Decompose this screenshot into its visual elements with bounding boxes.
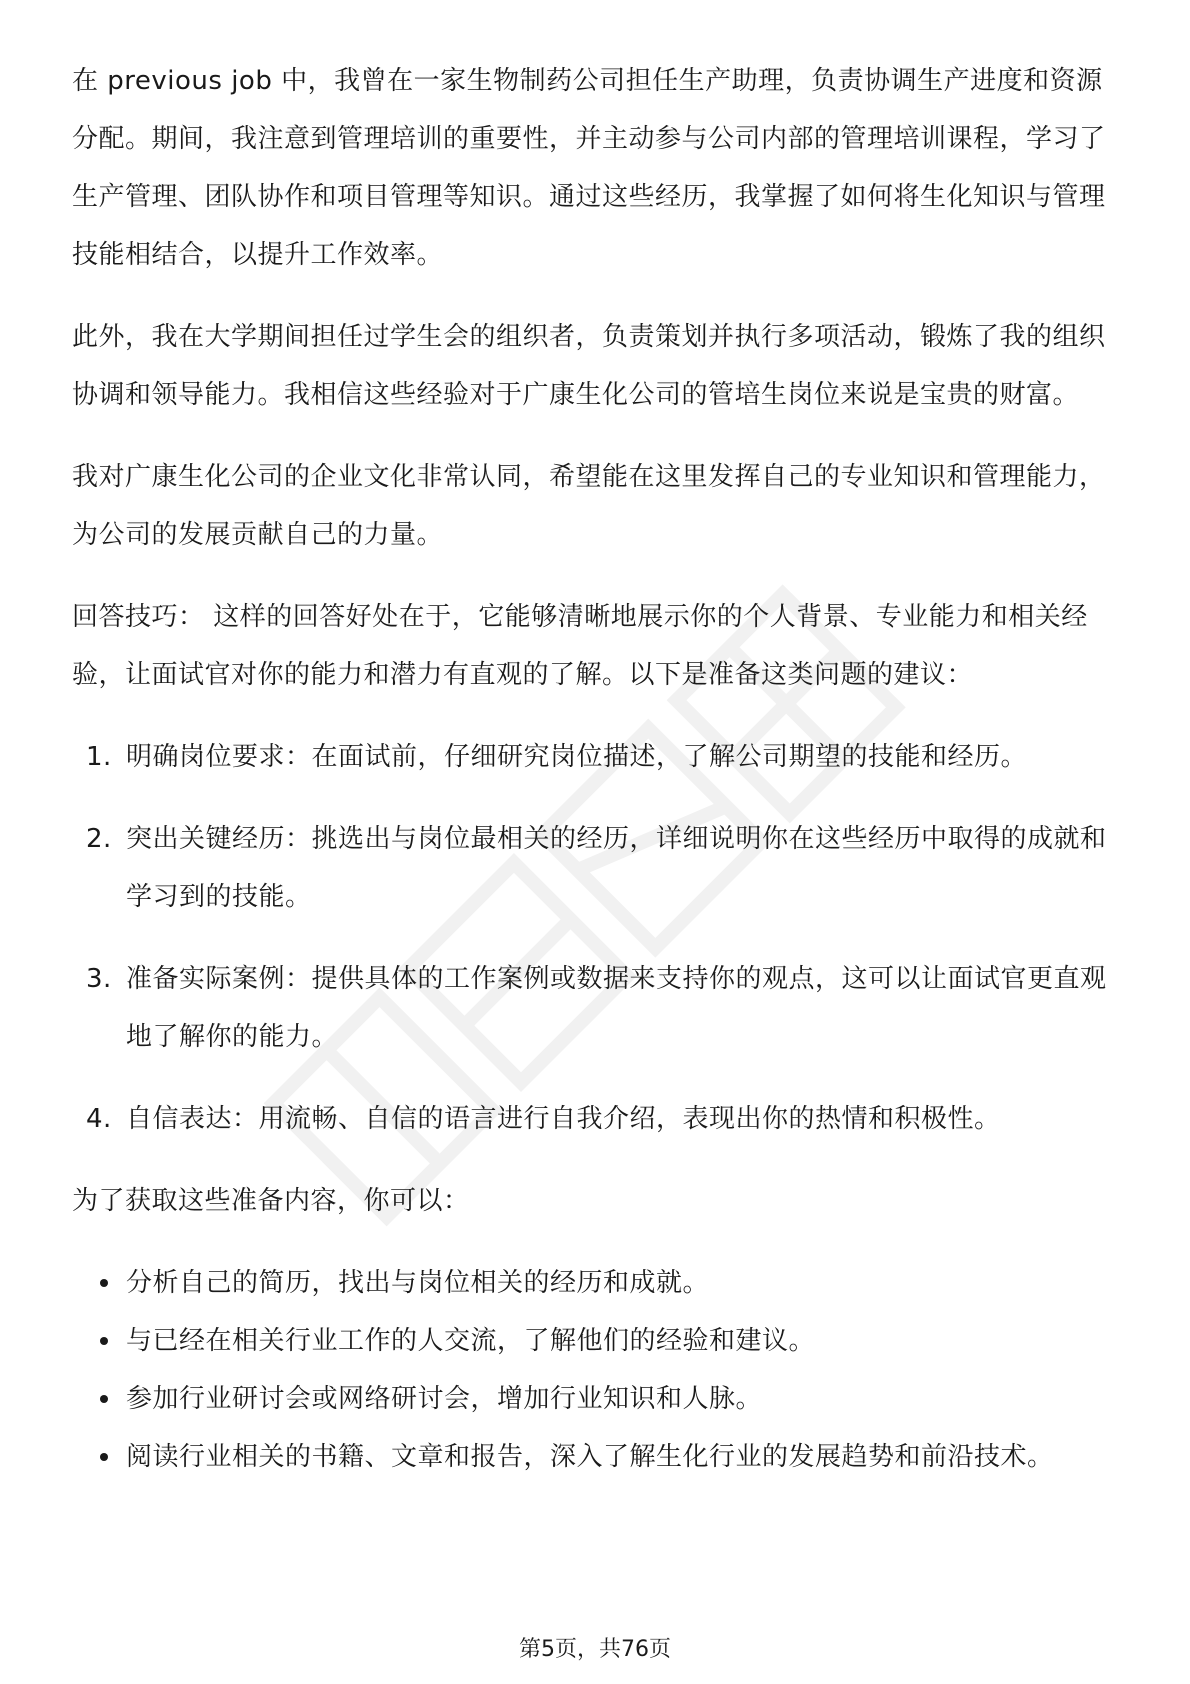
- bullet-icon: [100, 1279, 108, 1287]
- list-number: 4.: [86, 1104, 112, 1134]
- list-item-text: 准备实际案例：提供具体的工作案例或数据来支持你的观点，这可以让面试官更直观地了解你的能力。: [126, 964, 1107, 1052]
- paragraph-previous-job: 在 previous job 中，我曾在一家生物制药公司担任生产助理，负责协调生产进度和资源分配。期间，我注意到管理培训的重要性，并主动参与公司内部的管理培训课程，学习了生产管理、团队协作和项目管理等知识。通过这些经历，我掌握了如何将生化知识与管理技能相结合，以提升工作效率。: [72, 66, 1106, 270]
- paragraph-university: 此外，我在大学期间担任过学生会的组织者，负责策划并执行多项活动，锻炼了我的组织协调和领导能力。我相信这些经验对于广康生化公司的管培生岗位来说是宝贵的财富。: [72, 322, 1106, 410]
- paragraph-answer-tips: 回答技巧： 这样的回答好处在于，它能够清晰地展示你的个人背景、专业能力和相关经验，让面试官对你的能力和潜力有直观的了解。以下是准备这类问题的建议：: [72, 602, 1088, 690]
- bullet-icon: [100, 1395, 108, 1403]
- list-item-text: 参加行业研讨会或网络研讨会，增加行业知识和人脉。: [126, 1384, 763, 1414]
- numbered-list: [72, 728, 1122, 1148]
- list-number: 1.: [86, 742, 112, 772]
- list-item-text: 分析自己的简历，找出与岗位相关的经历和成就。: [126, 1268, 710, 1298]
- list-number: 3.: [86, 964, 112, 994]
- document-page: [72, 52, 1122, 1486]
- list-item: [72, 728, 1122, 786]
- list-item: [72, 1312, 1122, 1370]
- list-item-text: 阅读行业相关的书籍、文章和报告，深入了解生化行业的发展趋势和前沿技术。: [126, 1442, 1054, 1472]
- list-number: 2.: [86, 824, 112, 854]
- list-item: [72, 1254, 1122, 1312]
- paragraph-company-culture: 我对广康生化公司的企业文化非常认同，希望能在这里发挥自己的专业知识和管理能力，为公司的发展贡献自己的力量。: [72, 462, 1106, 550]
- list-item-text: 自信表达：用流畅、自信的语言进行自我介绍，表现出你的热情和积极性。: [126, 1104, 1001, 1134]
- paragraph-prep-intro: 为了获取这些准备内容，你可以：: [72, 1186, 470, 1216]
- list-item: [72, 950, 1122, 1066]
- list-item-text: 突出关键经历：挑选出与岗位最相关的经历，详细说明你在这些经历中取得的成就和学习到的技能。: [126, 824, 1107, 912]
- list-item: [72, 810, 1122, 926]
- list-item: [72, 1370, 1122, 1428]
- bullet-icon: [100, 1337, 108, 1345]
- bullet-icon: [100, 1453, 108, 1461]
- page-number-footer: 第5页，共76页: [519, 1637, 671, 1662]
- list-item: [72, 1428, 1122, 1486]
- bullet-list: [72, 1254, 1122, 1486]
- list-item: [72, 1090, 1122, 1148]
- list-item-text: 明确岗位要求：在面试前，仔细研究岗位描述，了解公司期望的技能和经历。: [126, 742, 1028, 772]
- list-item-text: 与已经在相关行业工作的人交流，了解他们的经验和建议。: [126, 1326, 816, 1356]
